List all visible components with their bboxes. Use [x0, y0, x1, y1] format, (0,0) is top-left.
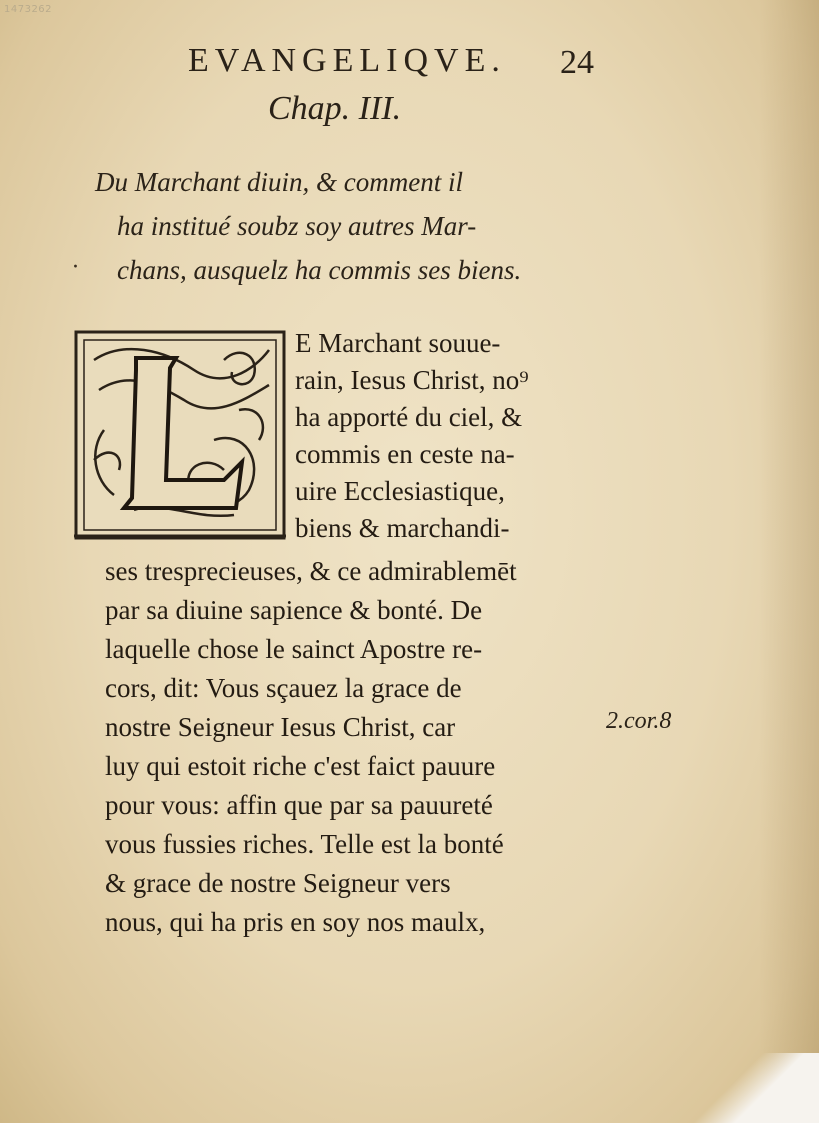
summary-line: Du Marchant diuin, & comment il [95, 167, 463, 197]
text-line: & grace de nostre Seigneur vers [105, 868, 451, 898]
text-line: commis en ceste na- [295, 439, 515, 469]
scan-corner-artifact [679, 1053, 819, 1123]
page-edge-shadow [759, 0, 819, 1123]
text-line: par sa diuine sapience & bonté. De [105, 595, 483, 625]
text-line: E Marchant souue- [295, 328, 501, 358]
text-line: cors, dit: Vous sçauez la grace de [105, 673, 462, 703]
text-line: vous fussies riches. Telle est la bonté [105, 829, 504, 859]
text-line: luy qui estoit riche c'est faict pauure [105, 751, 496, 781]
running-head: EVANGELIQVE. [188, 42, 506, 79]
text-line: ha apporté du ciel, & [295, 402, 523, 432]
text-line: ses tresprecieuses, & ce admirablemēt [105, 556, 517, 586]
margin-dot: · [72, 255, 79, 280]
text-line: rain, Iesus Christ, no⁹ [295, 365, 529, 395]
ornamental-drop-cap [74, 330, 286, 540]
page-number: 24 [560, 44, 594, 81]
text-line: biens & marchandi- [295, 513, 510, 543]
library-stamp: 1473262 [4, 4, 53, 15]
text-line: pour vous: affin que par sa pauureté [105, 790, 493, 820]
text-line: nous, qui ha pris en soy nos maulx, [105, 907, 486, 937]
text-line: nostre Seigneur Iesus Christ, car [105, 712, 456, 742]
text-line: uire Ecclesiastique, [295, 476, 505, 506]
margin-reference: 2.cor.8 [606, 708, 672, 734]
text-line: laquelle chose le sainct Apostre re- [105, 634, 483, 664]
opening-paragraph [295, 325, 595, 547]
body-paragraph [105, 552, 600, 942]
chapter-heading: Chap. III. [268, 90, 402, 127]
summary-line: chans, ausquelz ha commis ses biens. [117, 255, 522, 285]
chapter-summary [95, 160, 615, 292]
summary-line: ha institué soubz soy autres Mar- [117, 211, 477, 241]
